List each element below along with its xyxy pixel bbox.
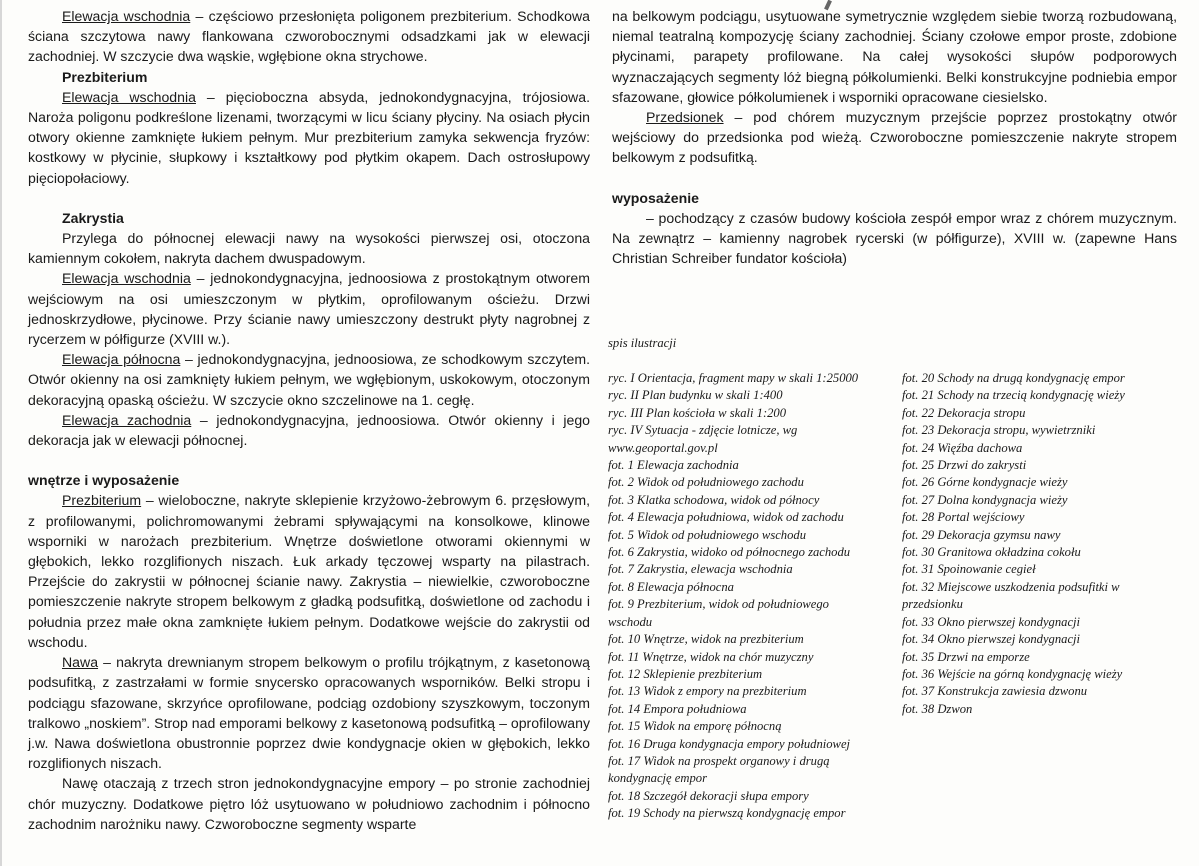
illustration-list-item: fot. 1 Elewacja zachodnia <box>608 458 739 473</box>
illustration-list-item: ryc. II Plan budynku w skali 1:400 <box>608 388 783 403</box>
illustration-list-item: fot. 4 Elewacja południowa, widok od zachodu <box>608 510 844 525</box>
illustration-list-item: fot. 23 Dekoracja stropu, wywietrzniki <box>902 423 1096 438</box>
illustrations-list-col2 <box>902 370 1177 718</box>
illustration-list-item: przedsionku <box>902 597 963 612</box>
illustration-list-item: www.geoportal.gov.pl <box>608 440 718 455</box>
illustration-list-item: fot. 34 Okno pierwszej kondygnacji <box>902 632 1081 647</box>
illustration-list-item: fot. 13 Widok z empory na prezbiterium <box>608 684 807 699</box>
paragraph-przedsionek <box>612 107 1177 168</box>
paragraph-galleries-cont: na belkowym podciągu, usytuowane symetrycznie względem siebie tworzą rozbudowaną, niemal teatralną kompozycję ściany zachodniej. Ściany czołowe empor proste, zdobione płycinami, parapety profilowane. Na całej wysokości słupów podporowych wyznaczających segmenty lóż biegną półkolumienki. Belki konstrukcyjne podniebia empor sfazowane, głowice półkolumienek i wsporniki opracowane ciesielsko. <box>612 8 1177 105</box>
illustration-list-item: fot. 24 Więźba dachowa <box>902 440 1023 455</box>
illustration-list-item: ryc. III Plan kościoła w skali 1:200 <box>608 405 787 420</box>
paragraph-interior-galleries: Nawę otaczają z trzech stron jednokondygnacyjne empory – po stronie zachodniej chór muzyczny. Dodatkowe piętro lóż usytuowano w południowo zachodnim i północno zachodnim narożniku nawy. Czworoboczne segmenty wsparte <box>28 775 590 832</box>
text: – jednokondygnacyjna, jednoosiowa z prostokątnym otworem wejściowym na osi umieszczonym w płytkim, oprofilowanym ościeżu. Drzwi jednoskrzydłowe, płycinowe. Przy ścianie nawy umieszczony destrukt płyty nagrobnej z rycerzem w półfigurze (XVIII w.). <box>28 270 590 348</box>
text: – częściowo przesłonięta poligonem prezbiterium. Schodkowa ściana szczytowa nawy flankowana czworobocznymi odsadzkami jak w elewacji zachodniej. W szczycie dwa wąskie, wgłębione okna strychowe. <box>28 8 590 65</box>
illustration-list-item: fot. 29 Dekoracja gzymsu nawy <box>902 527 1061 542</box>
term: Elewacja wschodnia <box>62 8 191 24</box>
paragraph-interior-presbytery <box>28 490 590 652</box>
term: Nawa <box>62 654 99 671</box>
paragraph-zakrystia-intro: Przylega do północnej elewacji nawy na wysokości pierwszej osi, otoczona kamiennym cokołem, nakryta dachem dwuspadowym. <box>28 230 590 267</box>
heading-wyposazenie: wyposażenie <box>612 189 699 206</box>
term: Elewacja wschodnia <box>62 88 196 105</box>
illustration-list-item: fot. 17 Widok na prospekt organowy i drugą <box>608 753 830 768</box>
illustration-list-item: fot. 28 Portal wejściowy <box>902 510 1025 525</box>
illustration-list-item: fot. 21 Schody na trzecią kondygnację wieży <box>902 388 1125 403</box>
illustration-list-item: fot. 14 Empora południowa <box>608 701 747 716</box>
text: – jednokondygnacyjna, jednoosiowa. Otwór okienny i jego dekoracja jak w elewacji północnej. <box>28 411 590 449</box>
illustration-list-item: fot. 9 Prezbiterium, widok od południowego <box>608 597 829 612</box>
term: Elewacja wschodnia <box>62 270 191 287</box>
illustration-list-item: ryc. IV Sytuacja - zdjęcie lotnicze, wg <box>608 423 798 438</box>
illustration-list-item: fot. 38 Dzwon <box>902 701 973 716</box>
illustration-list-item: fot. 5 Widok od południowego wschodu <box>608 527 806 542</box>
illustration-list-item: fot. 2 Widok od południowego zachodu <box>608 475 804 490</box>
heading-wnetrze: wnętrze i wyposażenie <box>28 472 180 489</box>
term: Elewacja zachodnia <box>62 411 192 428</box>
text: – jednokondygnacyjna, jednoosiowa, ze schodkowym szczytem. Otwór okienny na osi zamknięty łukiem pełnym, we wgłębionym, uskokowym, otoczonym dekoracyjną opaską ościeżu. W szczycie okno szczelinowe na 1. cegłę. <box>28 351 590 408</box>
paragraph-interior-nave <box>28 652 590 773</box>
illustration-list-item: ryc. I Orientacja, fragment mapy w skali 1:25000 <box>608 371 859 385</box>
illustration-list-item: fot. 11 Wnętrze, widok na chór muzyczny <box>608 649 814 664</box>
term: Elewacja północna <box>62 351 181 368</box>
paragraph-east-elevation-nave <box>28 6 590 67</box>
paragraph-wyposazenie: – pochodzący z czasów budowy kościoła zespół empor wraz z chórem muzycznym. Na zewnątrz – kamienny nagrobek rycerski (w półfigurze), XVIII w. (zapewne Hans Christian Schreiber fundator kościoła) <box>612 209 1177 267</box>
text: – wieloboczne, nakryte sklepienie krzyżowo-żebrowym 6. przęsłowym, z profilowanymi, polichromowanymi żebrami spływającymi na konsolkowe, klinowe wsporniki w narożach prezbiterium. Wnętrze doświetlone otworami okiennymi w głębokich, lekko rozglifionych niszach. Łuk arkady tęczowej wsparty na pilastrach. Przejście do zakrystii w północnej ścianie nawy. Zakrystia – niewielkie, czworoboczne pomieszczenie nakryte stropem belkowym z gładką podsufitką, doświetlone od zachodu i południa przez małe okna zamknięte łukiem pełnym. Dodatkowe wejście do zakrystii od wschodu. <box>28 492 590 650</box>
illustration-list-item: fot. 12 Sklepienie prezbiterium <box>608 666 763 681</box>
illustration-list-item: fot. 22 Dekoracja stropu <box>902 405 1026 420</box>
heading-zakrystia: Zakrystia <box>62 209 124 226</box>
illustration-list-item: fot. 8 Elewacja północna <box>608 579 734 594</box>
paragraph-zakrystia-east <box>28 268 590 349</box>
illustration-list-item: fot. 7 Zakrystia, elewacja wschodnia <box>608 562 793 577</box>
illustration-list-item: fot. 15 Widok na emporę północną <box>608 719 782 734</box>
illustration-list-item: kondygnację empor <box>608 771 707 786</box>
illustrations-title: spis ilustracji <box>608 336 677 350</box>
illustration-list-item: fot. 20 Schody na drugą kondygnację empor <box>902 371 1125 385</box>
illustration-list-item: fot. 6 Zakrystia, widoko od północnego zachodu <box>608 545 851 560</box>
paragraph-east-elevation-presbytery <box>28 87 590 188</box>
paragraph-zakrystia-west <box>28 410 590 450</box>
illustration-list-item: fot. 32 Miejscowe uszkodzenia podsufitki w <box>902 579 1120 594</box>
illustration-list-item: fot. 10 Wnętrze, widok na prezbiterium <box>608 632 804 647</box>
illustration-list-item: fot. 19 Schody na pierwszą kondygnację empor <box>608 806 846 821</box>
left-column <box>28 6 590 834</box>
illustration-list-item: fot. 26 Górne kondygnacje wieży <box>902 475 1068 490</box>
paragraph-zakrystia-north <box>28 349 590 410</box>
heading-prezbiterium: Prezbiterium <box>62 68 148 85</box>
illustration-list-item: fot. 25 Drzwi do zakrysti <box>902 458 1027 473</box>
text: – pod chórem muzycznym przejście poprzez prostokątny otwór wejściowy do przedsionka pod wieżą. Czworoboczne pomieszczenie nakryte stropem belkowym z podsufitką. <box>612 109 1177 166</box>
text: – nakryta drewnianym stropem belkowym o profilu trójkątnym, z kasetonową podsufitką, z zastrzałami w formie snycersko opracowanych wsporników. Belki stropu i podciągu sfazowane, skrzyńce oprofilowane, podciąg ozdobiony szyszkowym, toczonym tralkowo „noskiem”. Strop nad emporami belkowy z kasetonową podsufitką – oprofilowany j.w. Nawa doświetlona obustronnie poprzez dwie kondygnacje okien w głębokich, lekko rozglifionych niszach. <box>28 654 590 772</box>
illustration-list-item: fot. 3 Klatka schodowa, widok od północy <box>608 492 820 507</box>
illustration-list-item: fot. 33 Okno pierwszej kondygnacji <box>902 614 1081 629</box>
illustration-list-item: fot. 31 Spoinowanie cegieł <box>902 562 1036 577</box>
illustration-list-item: wschodu <box>608 614 653 629</box>
illustration-list-item: fot. 35 Drzwi na emporze <box>902 649 1030 664</box>
text: – pięcioboczna absyda, jednokondygnacyjna, trójosiowa. Naroża poligonu podkreślone lizenami, tworzącymi w licu ściany płyciny. Na osiach płycin otwory okienne zamknięte łukiem pełnym. Mur prezbiterium zamyka sekwencja fryzów: kostkowy w płycinie, słupkowy i kształtkowy pod płytkim okapem. Dach ostrosłupowy pięciopołaciowy. <box>28 88 590 186</box>
illustration-list-item: fot. 18 Szczegół dekoracji słupa empory <box>608 788 809 803</box>
illustrations-list-col1 <box>608 370 898 823</box>
term: Prezbiterium <box>62 492 142 509</box>
illustration-list-item: fot. 37 Konstrukcja zawiesia dzwonu <box>902 684 1088 699</box>
illustration-list-item: fot. 36 Wejście na górną kondygnację wieży <box>902 666 1123 681</box>
right-column <box>612 6 1177 268</box>
illustration-list-item: fot. 16 Druga kondygnacja empory południowej <box>608 736 851 751</box>
illustration-list-item: fot. 30 Granitowa okładzina cokołu <box>902 545 1081 560</box>
illustration-list-item: fot. 27 Dolna kondygnacja wieży <box>902 492 1068 507</box>
term: Przedsionek <box>646 109 724 126</box>
